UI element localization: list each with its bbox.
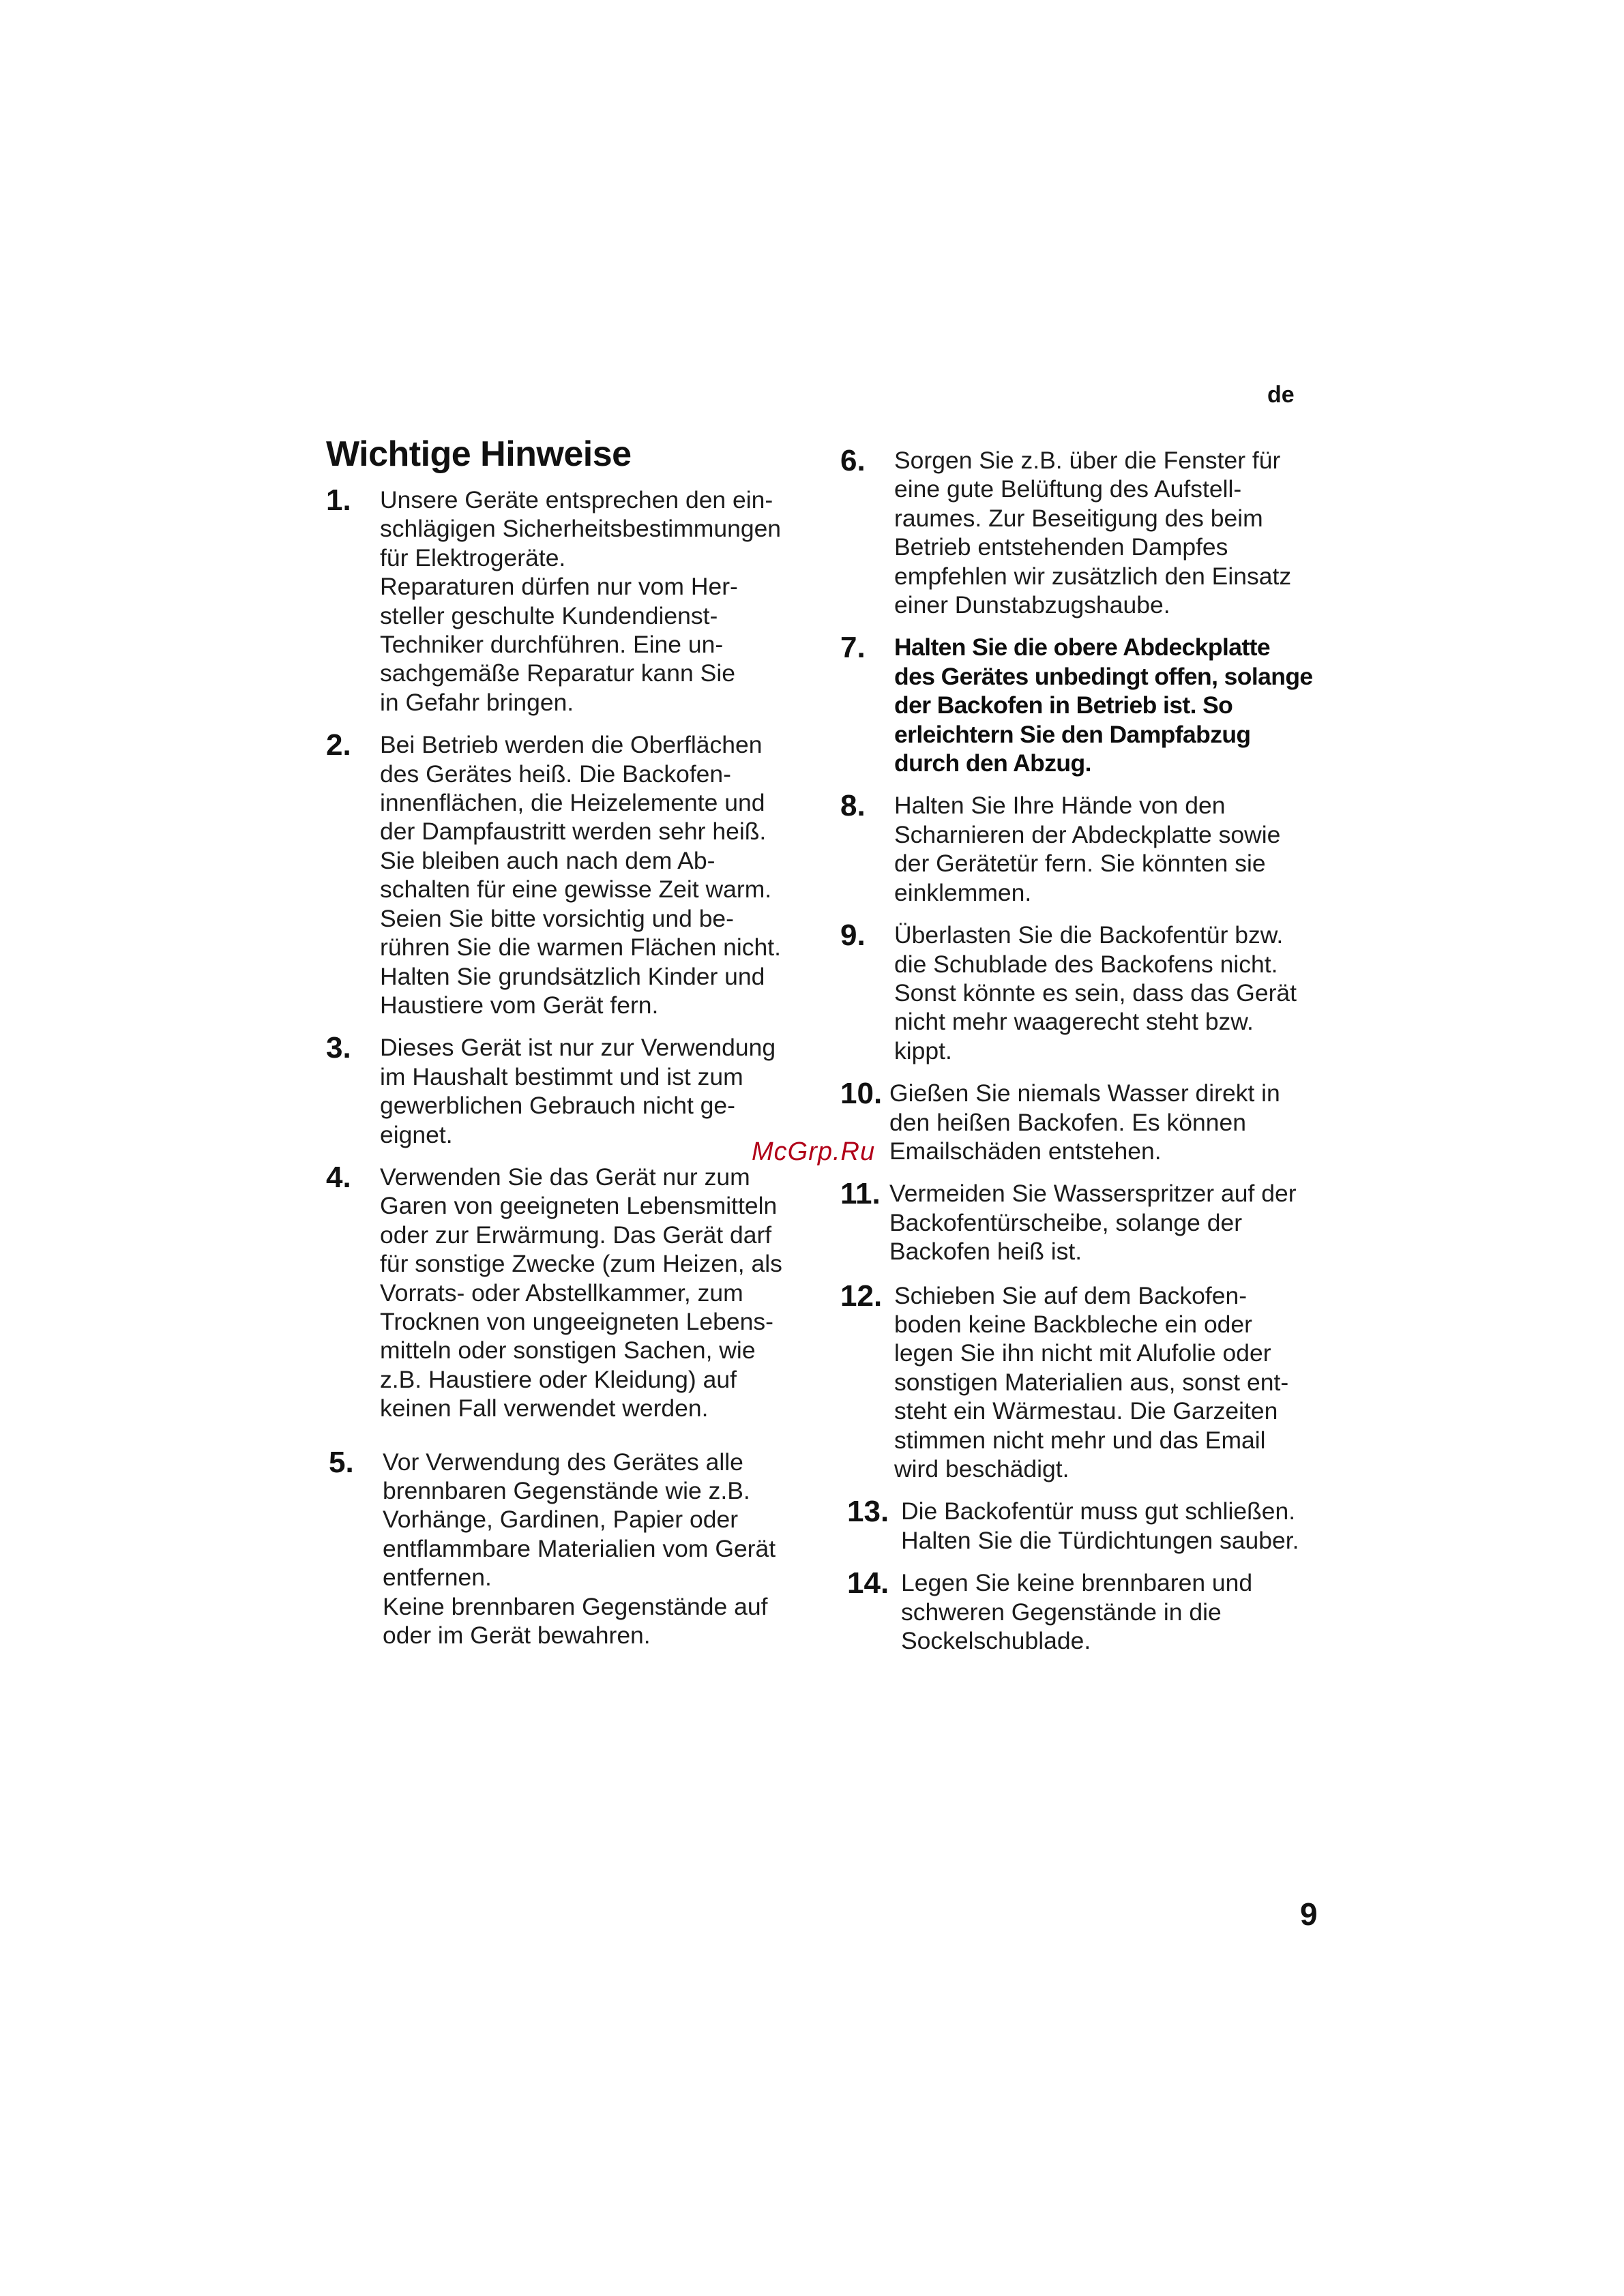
list-item — [847, 1568, 1352, 1655]
item-number: 6. — [840, 444, 866, 477]
item-text: Vermeiden Sie Wasserspritzer auf der Backofentürscheibe, solange der Backofen heiß ist. — [889, 1180, 1297, 1266]
list-item — [329, 1445, 833, 1650]
watermark: McGrp.Ru — [752, 1137, 876, 1166]
item-number: 4. — [326, 1160, 351, 1194]
item-number: 2. — [326, 728, 351, 762]
item-text: Halten Sie die obere Abdeckplatte des Gerätes unbedingt offen, solange der Backofen in Betrieb ist. So erleichtern Sie den Dampfabzug durch den Abzug. — [894, 633, 1313, 777]
item-text: Legen Sie keine brennbaren und schweren Gegenstände in die Sockelschublade. — [901, 1569, 1253, 1655]
item-text: Vor Verwendung des Gerätes alle brennbaren Gegenstände wie z.B. Vorhänge, Gardinen, Papier oder entflammbare Materialien vom Gerät entfernen. Keine brennbaren Gegenstände auf oder im Gerät bewahren. — [383, 1448, 776, 1650]
item-number: 10. — [840, 1077, 883, 1111]
page-number: 9 — [1300, 1896, 1318, 1932]
list-item — [326, 483, 831, 717]
item-number: 13. — [847, 1495, 889, 1529]
item-number: 14. — [847, 1566, 889, 1600]
left-column — [326, 483, 831, 1650]
item-text: Überlasten Sie die Backofentür bzw. die Schublade des Backofens nicht. Sonst könnte es sein, dass das Gerät nicht mehr waagerecht steht bzw. kippt. — [894, 921, 1297, 1064]
item-number: 7. — [840, 631, 866, 665]
list-item — [326, 730, 831, 1019]
item-text: Bei Betrieb werden die Oberflächen des Gerätes heiß. Die Backofen- innenflächen, die Heizelemente und der Dampfaustritt werden sehr heiß. Sie bleiben auch nach dem Ab- schalten für eine gewisse Zeit warm. Seien Sie bitte vorsichtig und be- rühren Sie die warmen Flächen nicht. Halten Sie grundsätzlich Kinder und Haustiere vom Gerät fern. — [380, 731, 782, 1019]
list-item — [326, 1033, 831, 1149]
list-item — [840, 921, 1345, 1065]
item-number: 3. — [326, 1031, 351, 1065]
item-number: 9. — [840, 919, 866, 953]
list-item — [840, 633, 1345, 777]
list-item — [840, 446, 1345, 619]
list-item — [847, 1497, 1352, 1555]
item-text: Dieses Gerät ist nur zur Verwendung im Haushalt bestimmt und ist zum gewerblichen Gebrauch nicht ge- eignet. — [380, 1034, 776, 1148]
item-text: Verwenden Sie das Gerät nur zum Garen von geeigneten Lebensmitteln oder zur Erwärmung. Das Gerät darf für sonstige Zwecke (zum Heizen, als Vorrats- oder Abstellkammer, zum Trocknen von ungeeigneten Lebens- mitteln oder sonstigen Sachen, wie z.B. Haustiere oder Kleidung) auf keinen Fall verwendet werden. — [380, 1163, 782, 1422]
section-title: Wichtige Hinweise — [326, 434, 632, 474]
item-text: Sorgen Sie z.B. über die Fenster für eine gute Belüftung des Aufstell- raumes. Zur Beseitigung des beim Betrieb entstehenden Dampfes empfehlen wir zusätzlich den Einsatz einer Dunstabzugshaube. — [894, 447, 1292, 619]
list-item — [840, 1079, 1345, 1165]
list-item — [840, 791, 1345, 907]
list-item — [326, 1160, 831, 1423]
right-column — [840, 446, 1345, 1655]
item-text: Halten Sie Ihre Hände von den Scharnieren der Abdeckplatte sowie der Gerätetür fern. Sie könnten sie einklemmen. — [894, 792, 1281, 906]
item-number: 8. — [840, 789, 866, 823]
item-text: Gießen Sie niemals Wasser direkt in den heißen Backofen. Es können Emailschäden entstehen. — [889, 1079, 1280, 1165]
item-text: Unsere Geräte entsprechen den ein- schlägigen Sicherheitsbestimmungen für Elektrogeräte. Reparaturen dürfen nur vom Her- steller geschulte Kundendienst- Techniker durchführen. Eine un- sachgemäße Reparatur kann Sie in Gefahr bringen. — [380, 486, 782, 716]
item-number: 5. — [329, 1445, 354, 1479]
item-number: 11. — [840, 1177, 881, 1211]
item-text: Schieben Sie auf dem Backofen- boden keine Backbleche ein oder legen Sie ihn nicht mit Alufolie oder sonstigen Materialien aus, sonst ent- steht ein Wärmestau. Die Garzeiten stimmen nicht mehr und das Email wird beschädigt. — [894, 1281, 1289, 1482]
list-item — [840, 1281, 1345, 1484]
list-item — [840, 1179, 1345, 1266]
item-number: 1. — [326, 483, 351, 517]
item-number: 12. — [840, 1279, 883, 1313]
item-text: Die Backofentür muss gut schließen. Halten Sie die Türdichtungen sauber. — [901, 1497, 1299, 1554]
language-code: de — [1267, 382, 1295, 408]
